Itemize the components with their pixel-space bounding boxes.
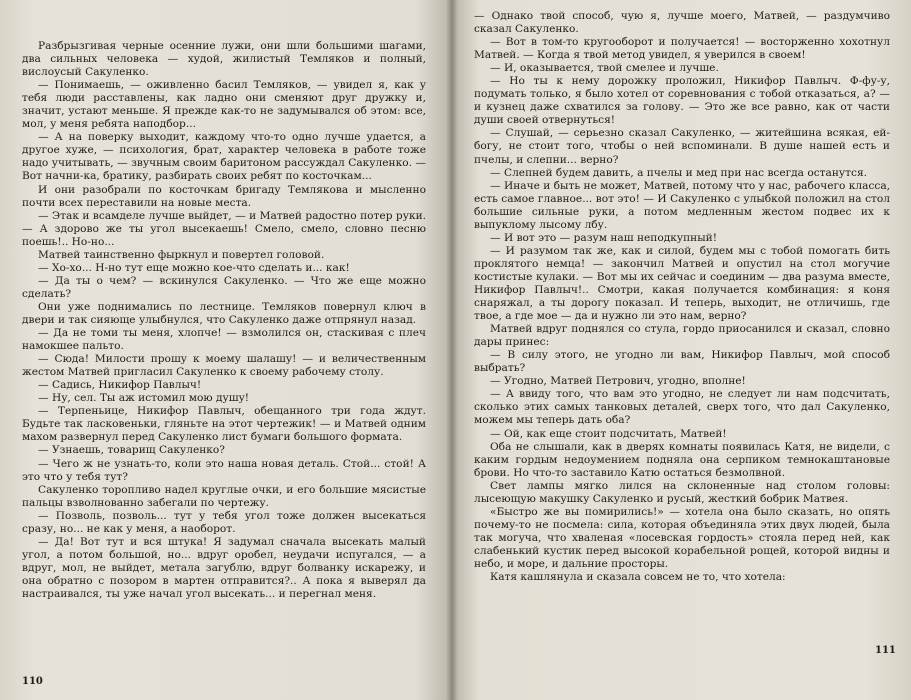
paragraph: — И вот это — разум наш неподкупный! [490,231,717,244]
paragraph: — Однако твой способ, чую я, лучше моего, Матвей, — раздумчиво сказал Сакуленко. [474,10,890,36]
paragraph: — Ну, сел. Ты аж истомил мою душу! [38,392,250,405]
paragraph: «Быстро же вы помирились!» — хотела она было сказать, но опять почему-то не посмела: сила, которая объединяла этих двух людей, была так могуча, что хваленая «лосевская гордость» стояла перед ней, как слабенький кустик перед высокой корабельной рощей, которой видны и небо, и море, и дальние просторы. [474,505,890,570]
paragraph: — А на поверку выходит, каждому что-то одно лучше удается, а другое хуже, — психология, брат, характер человека в работе тоже надо учитывать, — звучным своим баритоном рассуждал Сакуленко. — Вот начни-ка, братику, разбирать своих ребят по косточкам... [22,131,426,183]
paragraph: — И, оказывается, твой смелее и лучше. [490,62,719,75]
paragraph: — Узнаешь, товарищ Сакуленко? [38,444,225,457]
paragraph: — Вот в том-то кругооборот и получается! — восторженно хохотнул Матвей. — Когда я твой метод увидел, я уверился в своем! [474,36,890,62]
paragraph: — Этак и всамделе лучше выйдет, — и Матвей радостно потер руки. — А здорово же ты угол высекаешь! Смело, смело, словно песню поешь!.. Но-но... [22,209,426,248]
paragraph: — Слепней будем давить, а пчелы и мед при нас всегда останутся. [490,166,867,179]
page-number: 111 [875,645,896,656]
paragraph: — Да ты о чем? — вскинулся Сакуленко. — Что же еще можно сделать? [22,274,426,300]
paragraph: Матвей таинственно фыркнул и повертел головой. [38,248,325,261]
page-number: 110 [22,676,43,687]
paragraph: — А ввиду того, что вам это угодно, не следует ли нам подсчитать, сколько этих самых танковых деталей, сверх того, что дал Сакуленко, можем мы теперь дать оба? [474,388,890,427]
paragraph: — Да не томи ты меня, хлопче! — взмолился он, стаскивая с плеч намокшее пальто. [22,327,426,353]
paragraph: — Да! Вот тут и вся штука! Я задумал сначала высекать малый угол, а потом большой, но... вдруг оробел, неудачи испугался, — а вдруг, мол, не выйдет, метала загублю, вдруг болванку искарежу, и она обратно с позором в мартен отправится?.. А пока я выверял да настраивался, ты уже начал угол высекать... и перегнал меня. [22,535,426,600]
paragraph: Они уже поднимались по лестнице. Темляков повернул ключ в двери и так сияюще улыбнулся, что Сакуленко даже отпрянул назад. [22,300,426,326]
paragraph: — Ой, как еще стоит подсчитать, Матвей! [490,427,727,440]
paragraph: Разбрызгивая черные осенние лужи, они шли большими шагами, два сильных человека — худой, жилистый Темляков и полный, вислоусый Сакуленко. [22,40,426,79]
paragraph: — Иначе и быть не может, Матвей, потому что у нас, рабочего класса, есть самое главное... вот это! — И Сакуленко с улыбкой положил на стол большие сильные руки, а потом медленным жестом подвес их к выпуклому лысому лбу. [474,179,890,231]
left-page [0,0,452,700]
paragraph: Оба не слышали, как в дверях комнаты появилась Катя, не видели, с каким гордым недоумением подняла она серпиком темнокаштановые брови. Но что-то заставило Катю остаться безмолвной. [474,440,890,479]
paragraph: Сакуленко торопливо надел круглые очки, и его большие мясистые пальцы взволнованно забегали по чертежу. [22,483,426,509]
paragraph: — Садись, Никифор Павлыч! [38,379,202,392]
paragraph: — И разумом так же, как и силой, будем мы с тобой помогать бить проклятого немца! — закончил Матвей и опустил на стол могучие костистые кулаки. — Вот мы их сейчас и соединим — два разума вместе, Никифор Павлыч!.. Смотри, какая получается комбинация: я коня снаряжал, а ты дорогу показал. И теперь, выходит, не отличишь, где твое, а где мое — да и нужно ли это нам, верно? [474,244,890,323]
paragraph: Свет лампы мягко лился на склоненные над столом головы: лысеющую макушку Сакуленко и русый, жесткий бобрик Матвея. [474,479,890,505]
paragraph: Матвей вдруг поднялся со стула, гордо приосанился и сказал, словно дары принес: [474,323,890,349]
paragraph: — Угодно, Матвей Петрович, угодно, вполне! [490,375,746,388]
paragraph: — Слушай, — серьезно сказал Сакуленко, — житейшина всякая, ей-богу, не стоит того, чтобы о ней вспоминали. В душе нашей есть и пчелы, и слепни... верно? [474,127,890,166]
paragraph: — Хо-хо... Н-но тут еще можно кое-что сделать и... как! [38,261,350,274]
right-page-text [474,10,890,584]
paragraph: — Сюда! Милости прошу к моему шалашу! — и величественным жестом Матвей пригласил Сакуленко к своему рабочему столу. [22,353,426,379]
paragraph: — Но ты к нему дорожку проложил, Никифор Павлыч. Ф-фу-у, подумать только, я было хотел от соревнования с тобой отказаться, а? — и кузнец даже схватился за голову. — Это же все равно, как от части души своей отвернуться! [474,75,890,127]
paragraph: — Чего ж не узнать-то, коли это наша новая деталь. Стой... стой! А это что у тебя тут? [22,457,426,483]
paragraph: И они разобрали по косточкам бригаду Темлякова и мысленно почти всех переставили на новые места. [22,183,426,209]
paragraph: — В силу этого, не угодно ли вам, Никифор Павлыч, мой способ выбрать? [474,349,890,375]
book-gutter [446,0,458,700]
paragraph: — Позволь, позволь... тут у тебя угол тоже должен высекаться сразу, но... не как у меня, а наоборот. [22,509,426,535]
left-page-text [22,40,426,601]
paragraph: Катя кашлянула и сказала совсем не то, что хотела: [490,571,786,584]
paragraph: — Понимаешь, — оживленно басил Темляков, — увидел я, как у тебя люди расставлены, как ладно они сменяют друг дружку и, значит, устают меньше. Я прежде как-то не задумывался об этом: все, мол, у меня ребята наподбор... [22,79,426,131]
right-page [452,0,911,700]
paragraph: — Терпеньице, Никифор Павлыч, обещанного три года ждут. Будьте так ласковеньки, гляньте на этот чертежик! — и Матвей одним махом развернул перед Сакуленко лист бумаги большого формата. [22,405,426,444]
